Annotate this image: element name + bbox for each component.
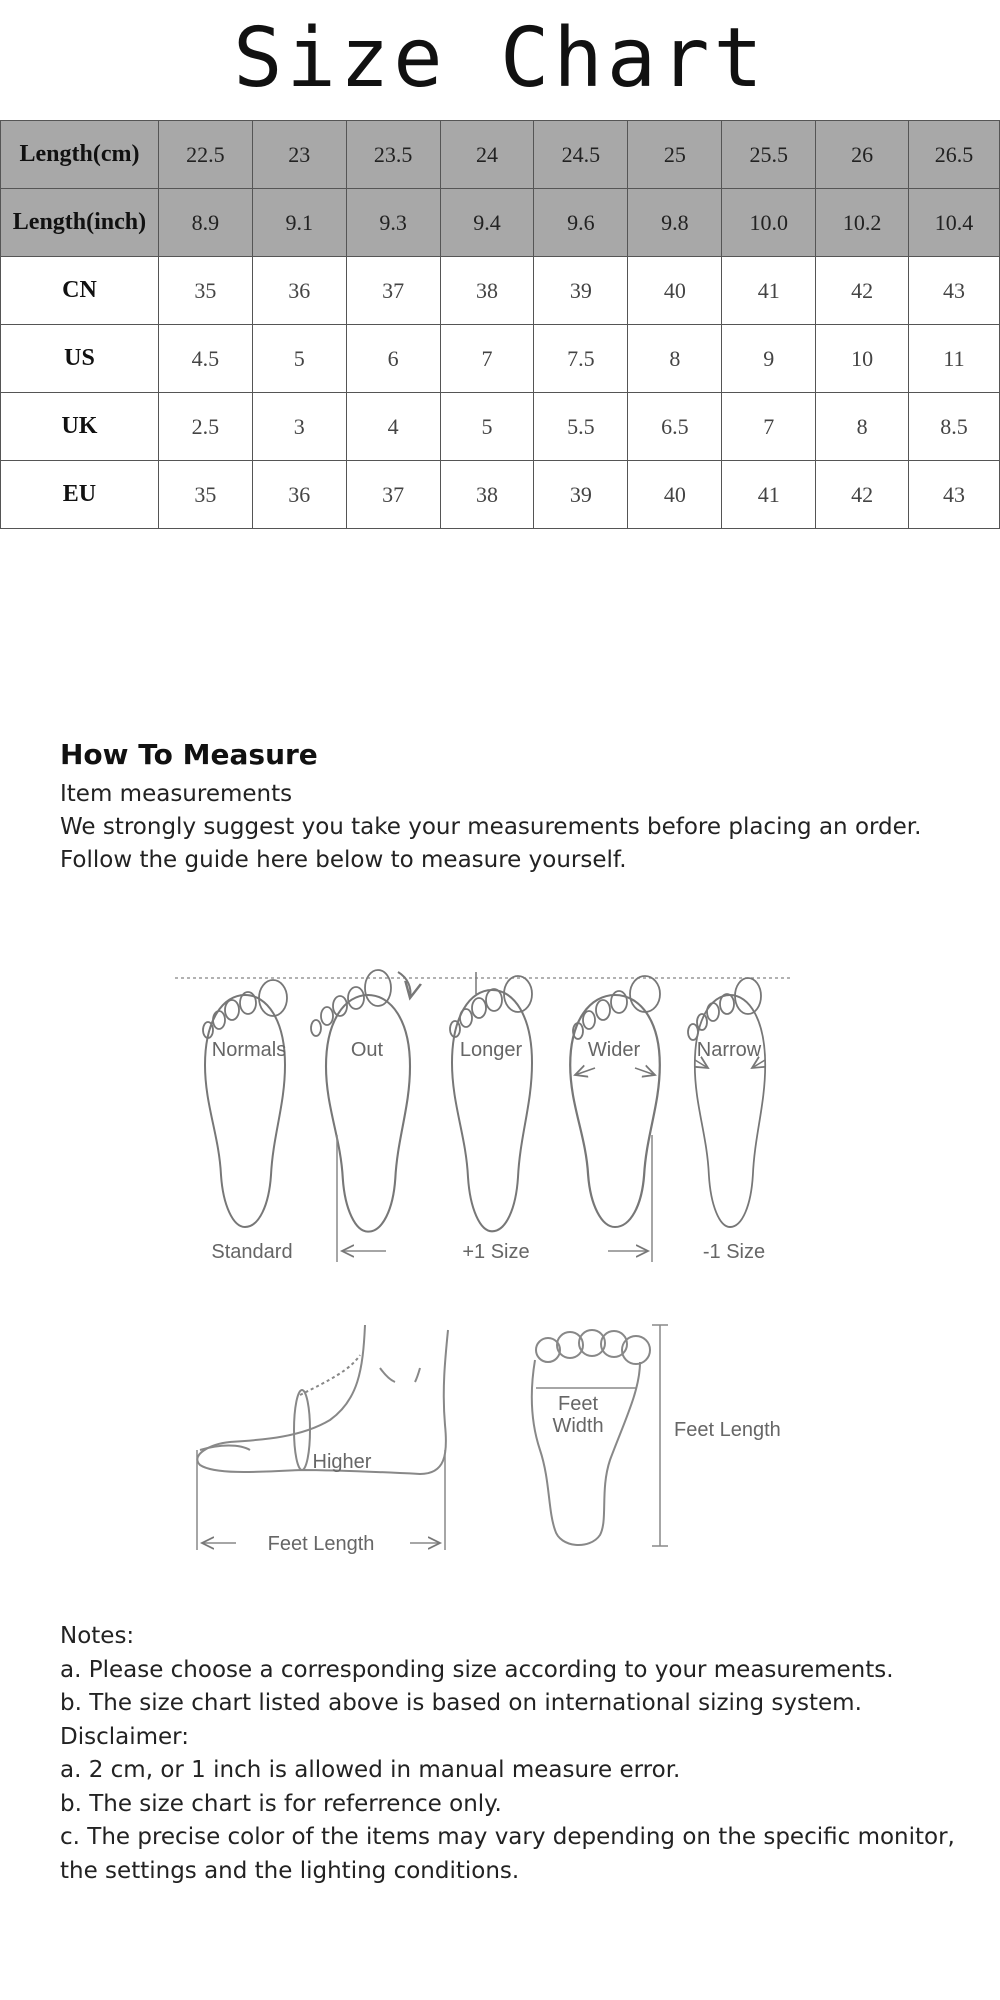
table-cell: 8.9 — [158, 189, 252, 257]
table-cell: 10.2 — [816, 189, 909, 257]
table-cell: 9.4 — [440, 189, 534, 257]
notes-line: a. Please choose a corresponding size according to your measurements. — [60, 1656, 894, 1683]
table-cell: 36 — [252, 257, 346, 325]
side-feet-length-label: Feet Length — [267, 1533, 375, 1555]
table-cell: 23.5 — [346, 121, 440, 189]
table-cell: 43 — [909, 257, 1000, 325]
table-cell: 24.5 — [534, 121, 628, 189]
row-header: Length(cm) — [1, 121, 159, 189]
sole-feet-label: Feet — [557, 1393, 599, 1415]
table-cell: 39 — [534, 257, 628, 325]
table-cell: 23 — [252, 121, 346, 189]
table-cell: 41 — [722, 257, 816, 325]
table-cell: 7 — [722, 393, 816, 461]
table-cell: 22.5 — [158, 121, 252, 189]
table-cell: 9.1 — [252, 189, 346, 257]
table-cell: 35 — [158, 257, 252, 325]
notes-line: Disclaimer: — [60, 1723, 189, 1750]
notes-line: c. The precise color of the items may vary depending on the specific monitor, — [60, 1824, 955, 1850]
how-to-measure-heading: How To Measure — [60, 738, 318, 771]
table-cell: 4.5 — [158, 325, 252, 393]
table-cell: 9.3 — [346, 189, 440, 257]
foot-outline-out — [311, 970, 411, 1232]
table-cell: 40 — [628, 461, 722, 529]
sole-outline — [532, 1330, 650, 1545]
table-cell: 10.0 — [722, 189, 816, 257]
table-cell: 5 — [440, 393, 534, 461]
notes-line: b. The size chart is for referrence only. — [60, 1790, 502, 1817]
how-to-measure-text — [60, 778, 980, 877]
table-cell: 26.5 — [909, 121, 1000, 189]
table-row — [1, 393, 1000, 461]
notes-section — [60, 1620, 990, 1888]
table-cell: 36 — [252, 461, 346, 529]
notes-line: a. 2 cm, or 1 inch is allowed in manual measure error. — [60, 1757, 681, 1783]
table-row — [1, 189, 1000, 257]
table-cell: 40 — [628, 257, 722, 325]
foot-type-label: Narrow — [696, 1039, 762, 1061]
foot-type-label: Wider — [587, 1039, 641, 1061]
foot-measure-diagram — [0, 950, 1000, 1580]
table-cell: 38 — [440, 461, 534, 529]
sole-width-label: Width — [552, 1415, 604, 1437]
table-cell: 25 — [628, 121, 722, 189]
table-cell: 9.8 — [628, 189, 722, 257]
table-cell: 9 — [722, 325, 816, 393]
table-row — [1, 461, 1000, 529]
sole-feet-length-label: Feet Length — [674, 1419, 781, 1441]
table-cell: 11 — [909, 325, 1000, 393]
table-cell: 5.5 — [534, 393, 628, 461]
foot-outline-normals — [203, 980, 287, 1227]
table-cell: 6 — [346, 325, 440, 393]
foot-outline-narrow — [688, 978, 765, 1227]
size-chart-body — [1, 121, 1000, 529]
minus-one-size-label: -1 Size — [702, 1241, 766, 1263]
page-title: Size Chart — [233, 11, 767, 106]
table-cell: 25.5 — [722, 121, 816, 189]
table-cell: 35 — [158, 461, 252, 529]
table-cell: 9.6 — [534, 189, 628, 257]
plus-one-size-label: +1 Size — [462, 1241, 530, 1263]
notes-line: b. The size chart listed above is based on international sizing system. — [60, 1690, 862, 1716]
table-cell: 37 — [346, 461, 440, 529]
foot-outline-longer — [450, 972, 532, 1231]
notes-line: the settings and the lighting conditions. — [60, 1857, 520, 1884]
table-cell: 38 — [440, 257, 534, 325]
row-header: Length(inch) — [1, 189, 159, 257]
table-cell: 5 — [252, 325, 346, 393]
size-chart-table — [0, 120, 1000, 529]
table-cell: 7.5 — [534, 325, 628, 393]
table-cell: 7 — [440, 325, 534, 393]
table-row — [1, 121, 1000, 189]
table-cell: 42 — [816, 461, 909, 529]
table-cell: 4 — [346, 393, 440, 461]
table-cell: 10 — [816, 325, 909, 393]
table-cell: 8 — [816, 393, 909, 461]
notes-line: Notes: — [60, 1623, 135, 1649]
row-header: CN — [1, 257, 159, 325]
foot-type-label: Out — [350, 1039, 384, 1061]
table-cell: 2.5 — [158, 393, 252, 461]
measure-line: We strongly suggest you take your measurements before placing an order. — [60, 814, 922, 840]
table-row — [1, 325, 1000, 393]
foot-outline-wider — [570, 976, 660, 1227]
higher-label: Higher — [312, 1451, 372, 1473]
table-cell: 41 — [722, 461, 816, 529]
table-cell: 39 — [534, 461, 628, 529]
standard-label: Standard — [211, 1241, 293, 1263]
table-row — [1, 257, 1000, 325]
table-cell: 24 — [440, 121, 534, 189]
table-cell: 10.4 — [909, 189, 1000, 257]
table-cell: 42 — [816, 257, 909, 325]
table-cell: 6.5 — [628, 393, 722, 461]
foot-type-label: Normals — [211, 1039, 287, 1061]
row-header: UK — [1, 393, 159, 461]
table-cell: 43 — [909, 461, 1000, 529]
foot-type-label: Longer — [459, 1039, 523, 1061]
measure-line: Follow the guide here below to measure yourself. — [60, 847, 627, 873]
table-cell: 37 — [346, 257, 440, 325]
row-header: US — [1, 325, 159, 393]
table-cell: 26 — [816, 121, 909, 189]
table-cell: 3 — [252, 393, 346, 461]
table-cell: 8.5 — [909, 393, 1000, 461]
table-cell: 8 — [628, 325, 722, 393]
measure-line: Item measurements — [60, 781, 293, 807]
row-header: EU — [1, 461, 159, 529]
